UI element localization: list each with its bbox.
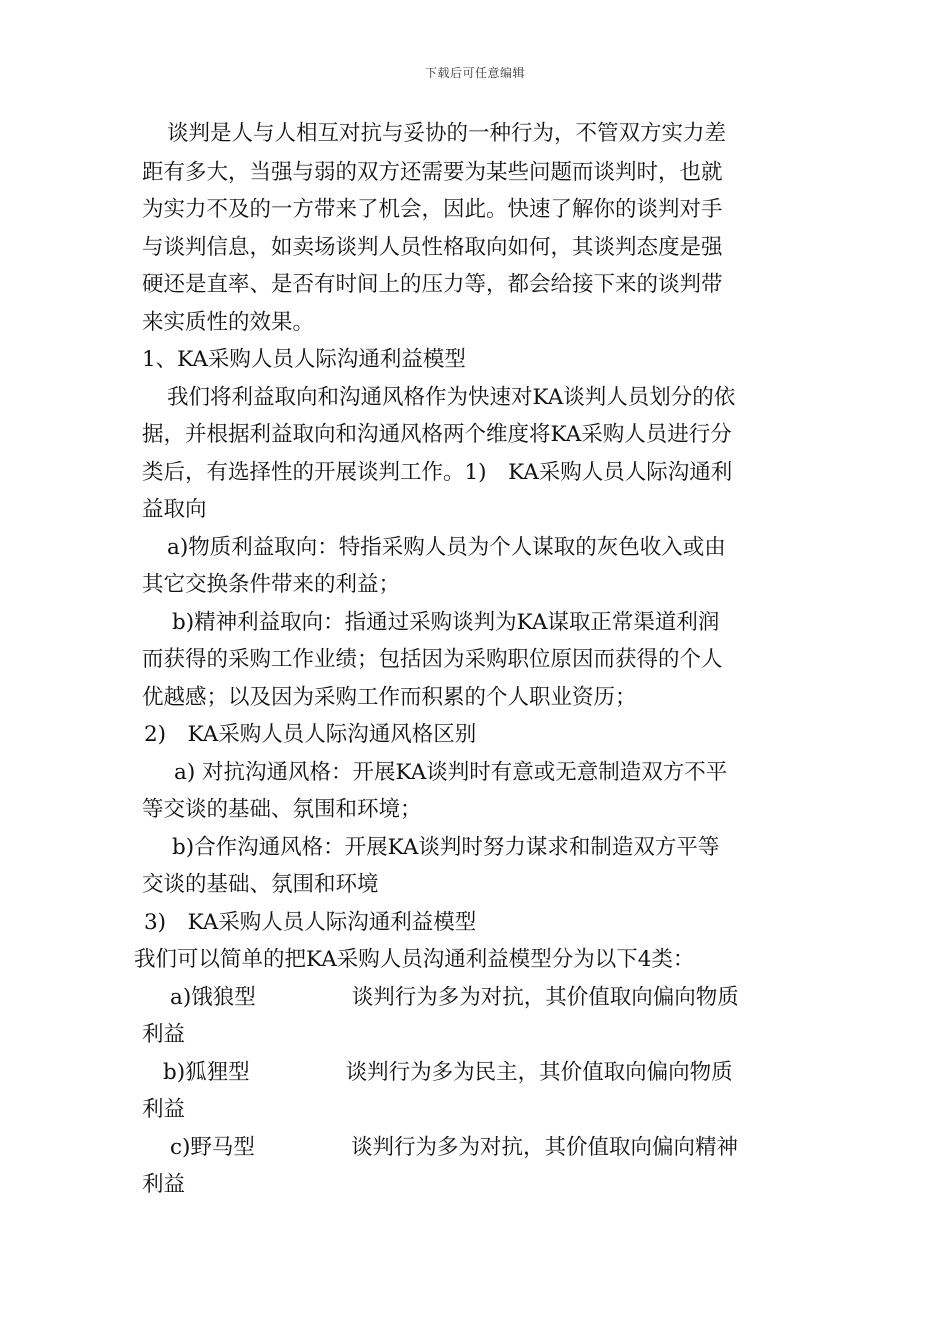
type-item-cont: 利益 bbox=[142, 1022, 186, 1047]
type-item-cont: 利益 bbox=[142, 1097, 186, 1122]
paragraph-line: 我们将利益取向和沟通风格作为快速对KA谈判人员划分的依 bbox=[167, 385, 736, 410]
type-name: c)野马型 bbox=[170, 1135, 255, 1160]
type-item bbox=[170, 1134, 738, 1162]
list-item-line: 其它交换条件带来的利益； bbox=[142, 572, 401, 597]
type-name: b)狐狸型 bbox=[163, 1060, 250, 1085]
paragraph-line: 我们可以简单的把KA采购人员沟通利益模型分为以下4类： bbox=[134, 947, 695, 972]
list-item-line: b)合作沟通风格：开展KA谈判时努力谋求和制造双方平等 bbox=[172, 835, 720, 860]
paragraph-line: 距有多大，当强与弱的双方还需要为某些问题而谈判时，也就 bbox=[142, 160, 723, 185]
list-item-line: b)精神利益取向：指通过采购谈判为KA谋取正常渠道利润 bbox=[172, 610, 720, 635]
page-header: 下载后可任意编辑 bbox=[424, 66, 525, 80]
type-item bbox=[163, 1059, 733, 1087]
section-heading: 3) KA采购人员人际沟通利益模型 bbox=[144, 910, 477, 935]
type-name: a)饿狼型 bbox=[170, 985, 256, 1010]
type-item-cont: 利益 bbox=[142, 1172, 186, 1197]
list-item-line: 交谈的基础、氛围和环境 bbox=[142, 872, 379, 897]
paragraph-line: 谈判是人与人相互对抗与妥协的一种行为，不管双方实力差 bbox=[167, 121, 727, 146]
list-item-line: 等交谈的基础、氛围和环境； bbox=[142, 797, 422, 822]
list-item-line: a)物质利益取向：特指采购人员为个人谋取的灰色收入或由 bbox=[167, 535, 726, 560]
type-desc: 谈判行为多为对抗，其价值取向偏向精神 bbox=[350, 1135, 738, 1160]
list-item-line: a) 对抗沟通风格：开展KA谈判时有意或无意制造双方不平 bbox=[174, 760, 728, 785]
paragraph-line: 与谈判信息，如卖场谈判人员性格取向如何，其谈判态度是强 bbox=[142, 235, 723, 260]
list-item-line: 优越感；以及因为采购工作而积累的个人职业资历； bbox=[142, 685, 637, 710]
paragraph-line: 硬还是直率、是否有时间上的压力等，都会给接下来的谈判带 bbox=[142, 272, 723, 297]
type-item bbox=[170, 984, 739, 1012]
paragraph-line: 为实力不及的一方带来了机会，因此。快速了解你的谈判对手 bbox=[142, 197, 723, 222]
paragraph-line: 来实质性的效果。 bbox=[142, 310, 315, 335]
type-desc: 谈判行为多为民主，其价值取向偏向物质 bbox=[345, 1060, 733, 1085]
section-heading: 2) KA采购人员人际沟通风格区别 bbox=[144, 722, 477, 747]
section-heading: 1、KA采购人员人际沟通利益模型 bbox=[142, 347, 466, 372]
paragraph-line: 类后，有选择性的开展谈判工作。1) KA采购人员人际沟通利 bbox=[142, 460, 733, 485]
type-desc: 谈判行为多为对抗，其价值取向偏向物质 bbox=[351, 985, 739, 1010]
paragraph-line: 据，并根据利益取向和沟通风格两个维度将KA采购人员进行分 bbox=[142, 422, 732, 447]
list-item-line: 而获得的采购工作业绩；包括因为采购职位原因而获得的个人 bbox=[142, 647, 723, 672]
paragraph-line: 益取向 bbox=[142, 497, 207, 522]
